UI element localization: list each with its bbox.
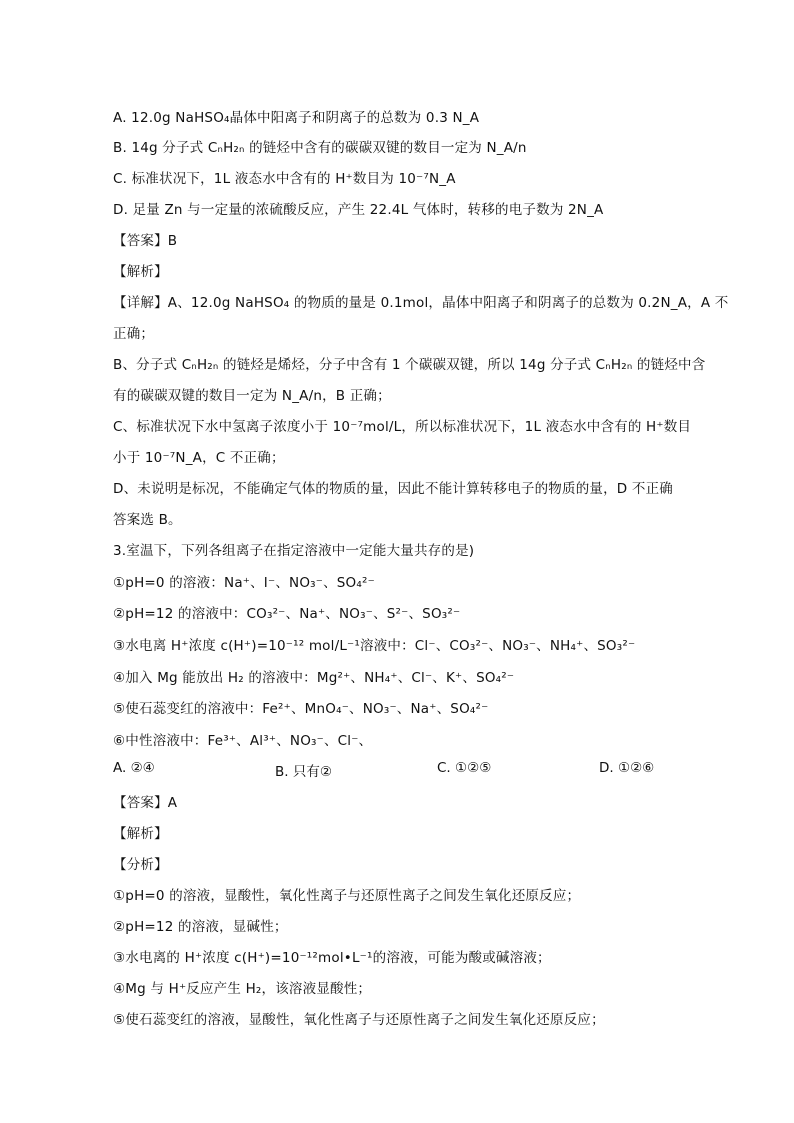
q3-analysis-line: ⑤使石蕊变红的溶液，显酸性，氧化性离子与还原性离子之间发生氧化还原反应； [113,1012,605,1028]
q2-option-c: C. 标准状况下，1L 液态水中含有的 H⁺数目为 10⁻⁷N_A [113,171,456,187]
q3-answer: 【答案】A [113,795,178,811]
q3-choice-a: A. ②④ [113,760,155,776]
q2-detail-line: 正确； [113,326,155,342]
q2-detail-line: D、未说明是标况，不能确定气体的物质的量，因此不能计算转移电子的物质的量，D 不正确 [113,481,673,497]
q2-option-a: A. 12.0g NaHSO₄晶体中阳离子和阴离子的总数为 0.3 N_A [113,110,480,126]
q2-detail-line: 有的碳碳双键的数目一定为 N_A/n，B 正确； [113,388,391,404]
q3-item-3: ③水电离 H⁺浓度 c(H⁺)=10⁻¹² mol/L⁻¹溶液中：Cl⁻、CO₃²⁻、NO₃⁻、NH₄⁺、SO₃²⁻ [113,638,636,654]
q3-analysis-heading: 【解析】 [113,826,168,842]
q3-stem: 3.室温下，下列各组离子在指定溶液中一定能大量共存的是) [113,543,475,559]
q2-detail-line: C、标准状况下水中氢离子浓度小于 10⁻⁷mol/L，所以标准状况下，1L 液态水中含有的 H⁺数目 [113,419,692,435]
q3-item-6: ⑥中性溶液中：Fe³⁺、Al³⁺、NO₃⁻、Cl⁻、 [113,733,373,749]
q3-analysis-subheading: 【分析】 [113,857,168,873]
q2-option-b: B. 14g 分子式 CₙH₂ₙ 的链烃中含有的碳碳双键的数目一定为 N_A/n [113,140,527,156]
q2-analysis-heading: 【解析】 [113,264,168,280]
q2-detail-line: B、分子式 CₙH₂ₙ 的链烃是烯烃，分子中含有 1 个碳碳双键，所以 14g 分子式 CₙH₂ₙ 的链烃中含 [113,357,706,373]
q3-item-2: ②pH=12 的溶液中：CO₃²⁻、Na⁺、NO₃⁻、S²⁻、SO₃²⁻ [113,606,461,622]
q2-detail-line: 小于 10⁻⁷N_A，C 不正确； [113,450,285,466]
q2-answer: 【答案】B [113,233,178,249]
q3-item-1: ①pH=0 的溶液：Na⁺、I⁻、NO₃⁻、SO₄²⁻ [113,575,375,591]
q3-item-5: ⑤使石蕊变红的溶液中：Fe²⁺、MnO₄⁻、NO₃⁻、Na⁺、SO₄²⁻ [113,701,489,717]
q2-detail-line: 【详解】A、12.0g NaHSO₄ 的物质的量是 0.1mol，晶体中阳离子和阴离子的总数为 0.2N_A，A 不 [113,295,729,311]
q3-choice-c: C. ①②⑤ [437,760,492,776]
q3-item-4: ④加入 Mg 能放出 H₂ 的溶液中：Mg²⁺、NH₄⁺、Cl⁻、K⁺、SO₄²⁻ [113,670,515,686]
q3-choice-d: D. ①②⑥ [599,760,655,776]
q2-option-d: D. 足量 Zn 与一定量的浓硫酸反应，产生 22.4L 气体时，转移的电子数为 2N_A [113,202,604,218]
q3-analysis-line: ①pH=0 的溶液，显酸性，氧化性离子与还原性离子之间发生氧化还原反应； [113,888,581,904]
q3-analysis-line: ③水电离的 H⁺浓度 c(H⁺)=10⁻¹²mol•L⁻¹的溶液，可能为酸或碱溶液； [113,950,551,966]
q3-choices [113,760,713,780]
q2-detail-line: 答案选 B。 [113,512,182,528]
q3-analysis-line: ④Mg 与 H⁺反应产生 H₂，该溶液显酸性； [113,981,372,997]
q3-analysis-line: ②pH=12 的溶液，显碱性； [113,919,288,935]
q3-choice-b: B. 只有② [275,764,332,780]
